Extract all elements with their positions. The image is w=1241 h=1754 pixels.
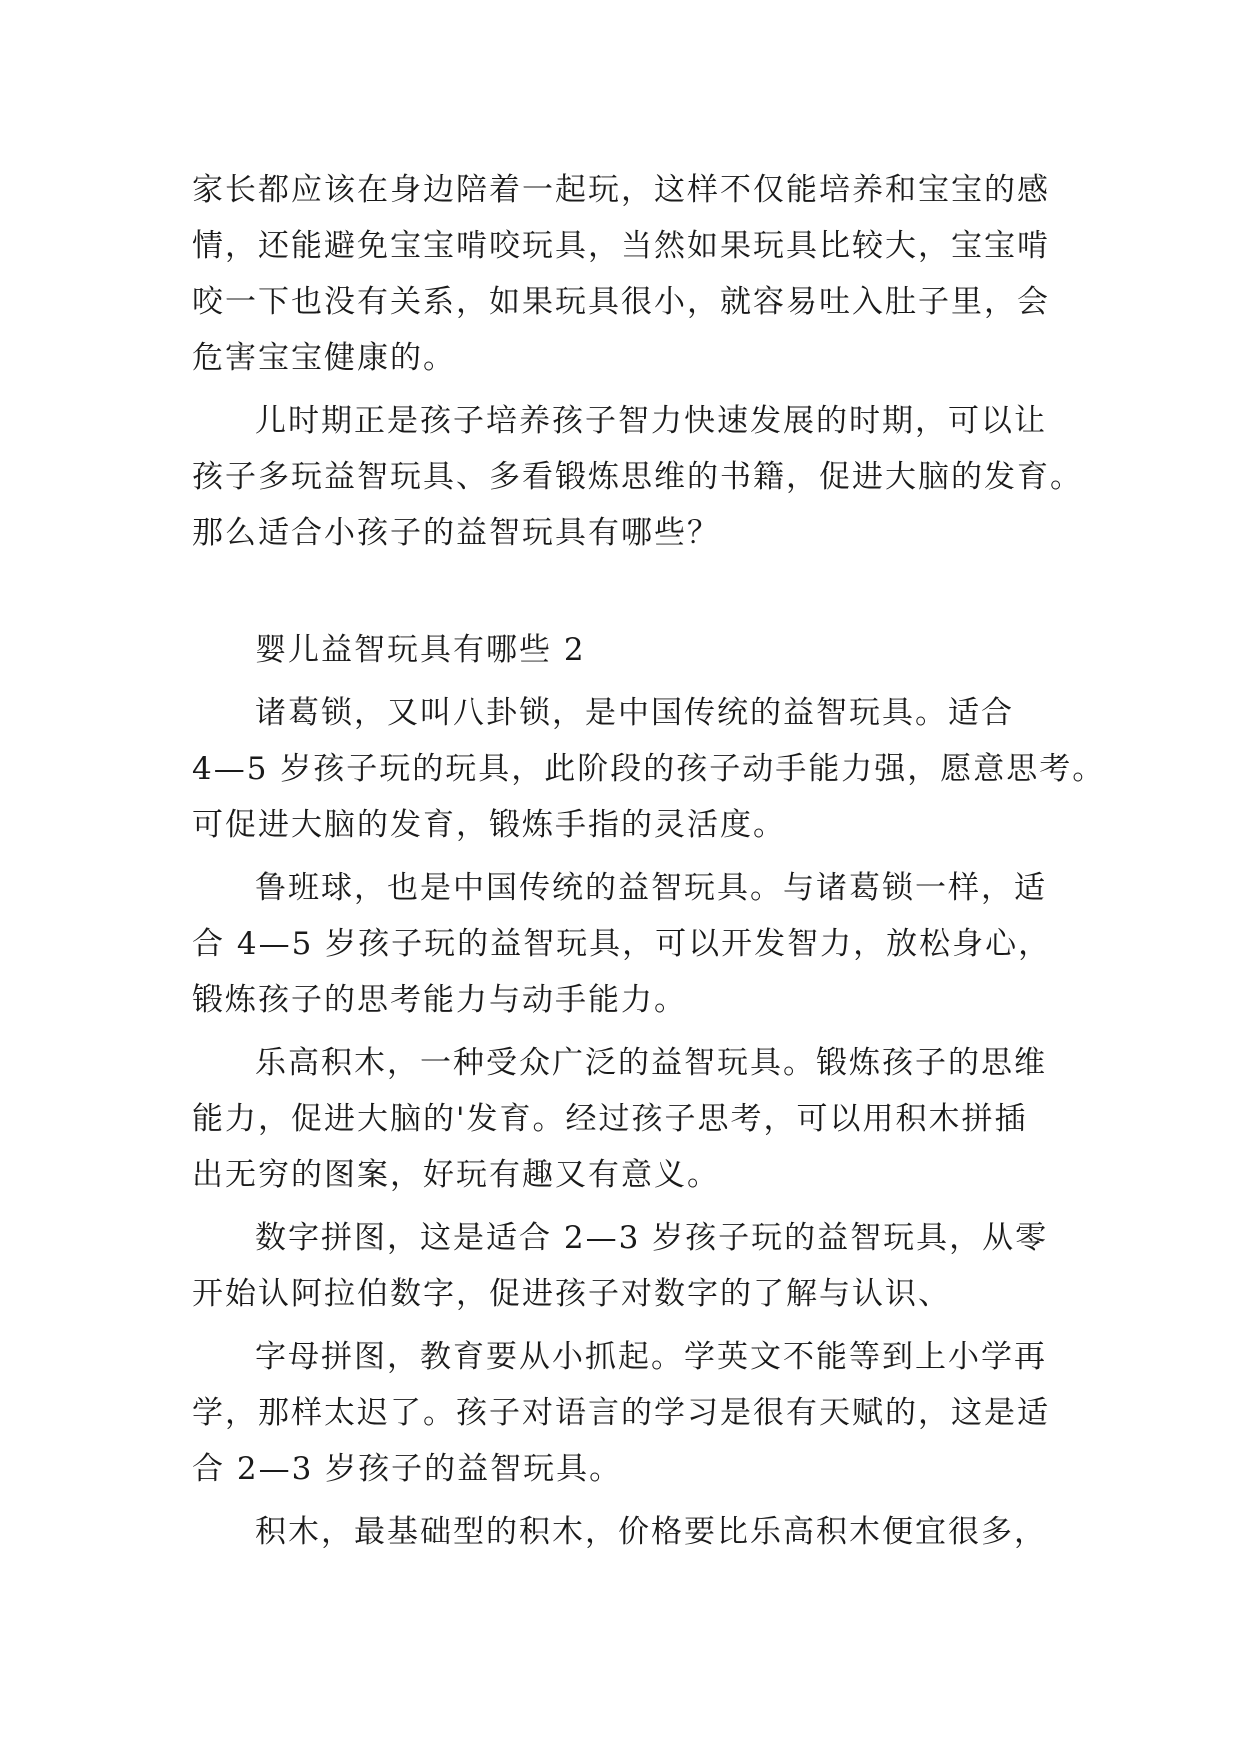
text-line: 鲁班球，也是中国传统的益智玩具。与诸葛锁一样，适: [255, 870, 1047, 906]
section-heading: 婴儿益智玩具有哪些 2: [255, 632, 586, 668]
text-line: 诸葛锁，又叫八卦锁，是中国传统的益智玩具。适合: [255, 695, 1014, 731]
text-line: 那么适合小孩子的益智玩具有哪些？: [192, 515, 720, 551]
text-line: 家长都应该在身边陪着一起玩，这样不仅能培养和宝宝的感: [192, 172, 1050, 208]
text-line: 情，还能避免宝宝啃咬玩具，当然如果玩具比较大，宝宝啃: [192, 228, 1050, 264]
text-line: 儿时期正是孩子培养孩子智力快速发展的时期，可以让: [255, 403, 1047, 439]
text-line: 可促进大脑的发育，锻炼手指的灵活度。: [192, 807, 786, 843]
text-line: 能力，促进大脑的'发育。经过孩子思考，可以用积木拼插: [192, 1101, 1028, 1137]
text-line: 乐高积木，一种受众广泛的益智玩具。锻炼孩子的思维: [255, 1045, 1047, 1081]
text-line: 咬一下也没有关系，如果玩具很小，就容易吐入肚子里，会: [192, 284, 1050, 320]
text-line: 积木，最基础型的积木，价格要比乐高积木便宜很多，: [255, 1514, 1047, 1550]
text-line: 孩子多玩益智玩具、多看锻炼思维的书籍，促进大脑的发育。: [192, 459, 1083, 495]
text-line: 锻炼孩子的思考能力与动手能力。: [192, 982, 687, 1018]
text-line: 危害宝宝健康的。: [192, 340, 456, 376]
text-line: 4—5 岁孩子玩的玩具，此阶段的孩子动手能力强，愿意思考。: [192, 751, 1106, 787]
text-line: 数字拼图，这是适合 2—3 岁孩子玩的益智玩具，从零: [255, 1220, 1049, 1256]
text-line: 出无穷的图案，好玩有趣又有意义。: [192, 1157, 720, 1193]
text-line: 开始认阿拉伯数字，促进孩子对数字的了解与认识、: [192, 1276, 951, 1312]
text-line: 字母拼图，教育要从小抓起。学英文不能等到上小学再: [255, 1339, 1047, 1375]
text-line: 学，那样太迟了。孩子对语言的学习是很有天赋的，这是适: [192, 1395, 1050, 1431]
text-line: 合 2—3 岁孩子的益智玩具。: [192, 1451, 623, 1487]
text-line: 合 4—5 岁孩子玩的益智玩具，可以开发智力，放松身心，: [192, 926, 1052, 962]
